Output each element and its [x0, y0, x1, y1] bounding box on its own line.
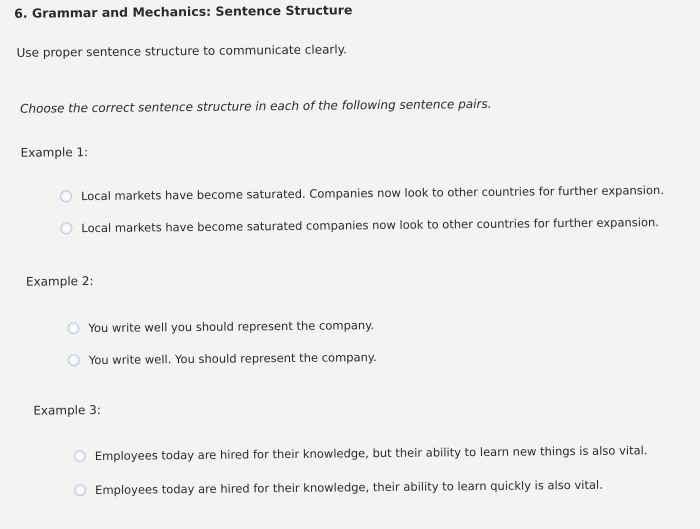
question-prompt: Choose the correct sentence structure in each of the following sentence pairs.	[20, 96, 492, 116]
option-text: Local markets have become saturated. Companies now look to other countries for further expansion.	[80, 183, 665, 204]
option-text: Local markets have become saturated companies now look to other countries for further expansion.	[81, 215, 659, 236]
example-3-option-1[interactable]	[74, 443, 648, 463]
radio-button[interactable]	[60, 190, 72, 202]
example-1-label: Example 1:	[20, 145, 89, 160]
question-title: 6. Grammar and Mechanics: Sentence Structure	[14, 2, 353, 21]
example-2-label: Example 2:	[25, 274, 94, 289]
option-text: Employees today are hired for their knowledge, their ability to learn quickly is also vital.	[95, 477, 603, 498]
radio-button[interactable]	[68, 354, 80, 366]
example-1-option-2[interactable]	[60, 215, 659, 235]
radio-button[interactable]	[74, 484, 86, 496]
radio-button[interactable]	[74, 450, 86, 462]
option-text: You write well you should represent the company.	[88, 318, 375, 336]
option-text: Employees today are hired for their knowledge, but their ability to learn new things is also vital.	[94, 443, 648, 464]
example-2-option-1[interactable]	[67, 318, 374, 335]
example-2-option-2[interactable]	[68, 350, 377, 367]
example-3-option-2[interactable]	[74, 478, 603, 498]
instruction-text: Use proper sentence structure to communicate clearly.	[16, 42, 347, 60]
radio-button[interactable]	[67, 322, 79, 334]
example-3-label: Example 3:	[33, 402, 101, 418]
radio-button[interactable]	[60, 222, 72, 234]
example-1-option-1[interactable]	[60, 183, 664, 203]
option-text: You write well. You should represent the company.	[88, 350, 377, 368]
